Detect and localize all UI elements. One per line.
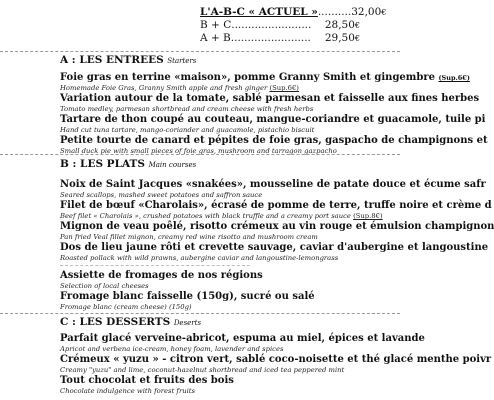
dish-name: Tartare de thon coupé au couteau, mangue-coriandre et guacamole, tuile pi — [60, 114, 486, 125]
dish-name: Petite tourte de canard et pépites de foie gras, gaspacho de champignons et — [60, 135, 488, 146]
divider — [0, 313, 400, 314]
section-main-courses — [60, 158, 494, 312]
dish-description: Chocolate indulgence with forest fruits — [60, 387, 195, 395]
dish-description: Creamy "yuzu" and lime, coconut-hazelnut shortbread and iced tea peppered mint — [60, 366, 345, 374]
formula-dots: ........................ — [231, 19, 312, 31]
section-title: C : LES DESSERTS Deserts — [60, 316, 202, 328]
dish-name: Variation autour de la tomate, sablé parmesan et faisselle aux fines herbes — [60, 93, 480, 104]
formula-row-ab — [200, 32, 360, 45]
formula-name: B + C — [200, 19, 232, 31]
dish-description: Small duck pie with small pieces of foie gras, mushroom and tarragon gazpacho — [60, 147, 337, 155]
divider — [0, 154, 400, 155]
dish-name: Mignon de veau poêlé, risotto crémeux au vin rouge et émulsion champignon — [60, 221, 494, 232]
dish-description: Seared scallops, mashed sweet potatoes and saffron sauce — [60, 191, 263, 199]
dish-name: Assiette de fromages de nos régions — [60, 270, 263, 281]
dish-description: Roasted pollack with wild prawns, aubergine caviar and langoustine-lemongrass — [60, 254, 339, 262]
formula-dots: .......... — [317, 6, 352, 18]
dish-name: Filet de bœuf «Charolais», écrasé de pomme de terre, truffe noire et crème d — [60, 200, 492, 211]
section-title: A : LES ENTREES Starters — [60, 54, 197, 66]
formula-price: 28,50€ — [324, 19, 360, 31]
dish-description: Beef filet « Charolais », crushed potatoes with black truffle and a creamy port sauce (Sup.8€) — [60, 212, 383, 220]
formula-price: 29,50€ — [324, 32, 360, 44]
formula-price-list — [200, 6, 387, 45]
dish-name: Dos de lieu jaune rôti et crevette sauvage, caviar d'aubergine et langoustine — [60, 242, 489, 253]
dish-description: Hand cut tuna tartare, mango-coriander and guacamole, pistachio biscuit — [60, 126, 315, 134]
dish-name: Parfait glacé verveine-abricot, espuma au miel, épices et lavande — [60, 333, 425, 344]
dish-description: Tomato medley, parmesan shortbread and cream cheese with fresh herbs — [60, 105, 314, 113]
dish-description: Homemade Foie Gras, Granny Smith apple and fresh ginger (Sup.6€) — [60, 84, 299, 92]
dish-name: Foie gras en terrine «maison», pomme Granny Smith et gingembre (Sup.6€) — [60, 72, 470, 83]
dish-name: Noix de Saint Jacques «snakées», mousseline de patate douce et écume safr — [60, 179, 486, 190]
formula-price: 32,00€ — [351, 6, 387, 18]
dish-description: Pan fried Veal fillet mignon, creamy red wine risotto and mushroom cream — [60, 233, 318, 241]
section-title: B : LES PLATS Main courses — [60, 158, 197, 170]
dish-name: Tout chocolat et fruits des bois — [60, 375, 234, 386]
dish-name: Fromage blanc faisselle (150g), sucré ou salé — [60, 291, 315, 302]
dish-name: Crémeux « yuzu » - citron vert, sablé coco-noisette et thé glacé menthe poivr — [60, 354, 492, 365]
formula-name: L'A-B-C « ACTUEL » — [200, 6, 318, 18]
divider — [0, 51, 400, 52]
section-desserts — [60, 316, 492, 396]
formula-name: A + B — [200, 32, 231, 44]
dish-description: Selection of local cheeses — [60, 282, 149, 290]
formula-row-abc — [200, 6, 387, 19]
dish-description: Apricot and verbena ice-cream, honey foam, lavender and spices — [60, 345, 284, 353]
formula-dots: ........................ — [230, 32, 311, 44]
formula-row-bc — [200, 19, 360, 32]
dish-description: Fromage blanc (cream cheese) (150g) — [60, 303, 192, 311]
section-starters — [60, 54, 488, 156]
